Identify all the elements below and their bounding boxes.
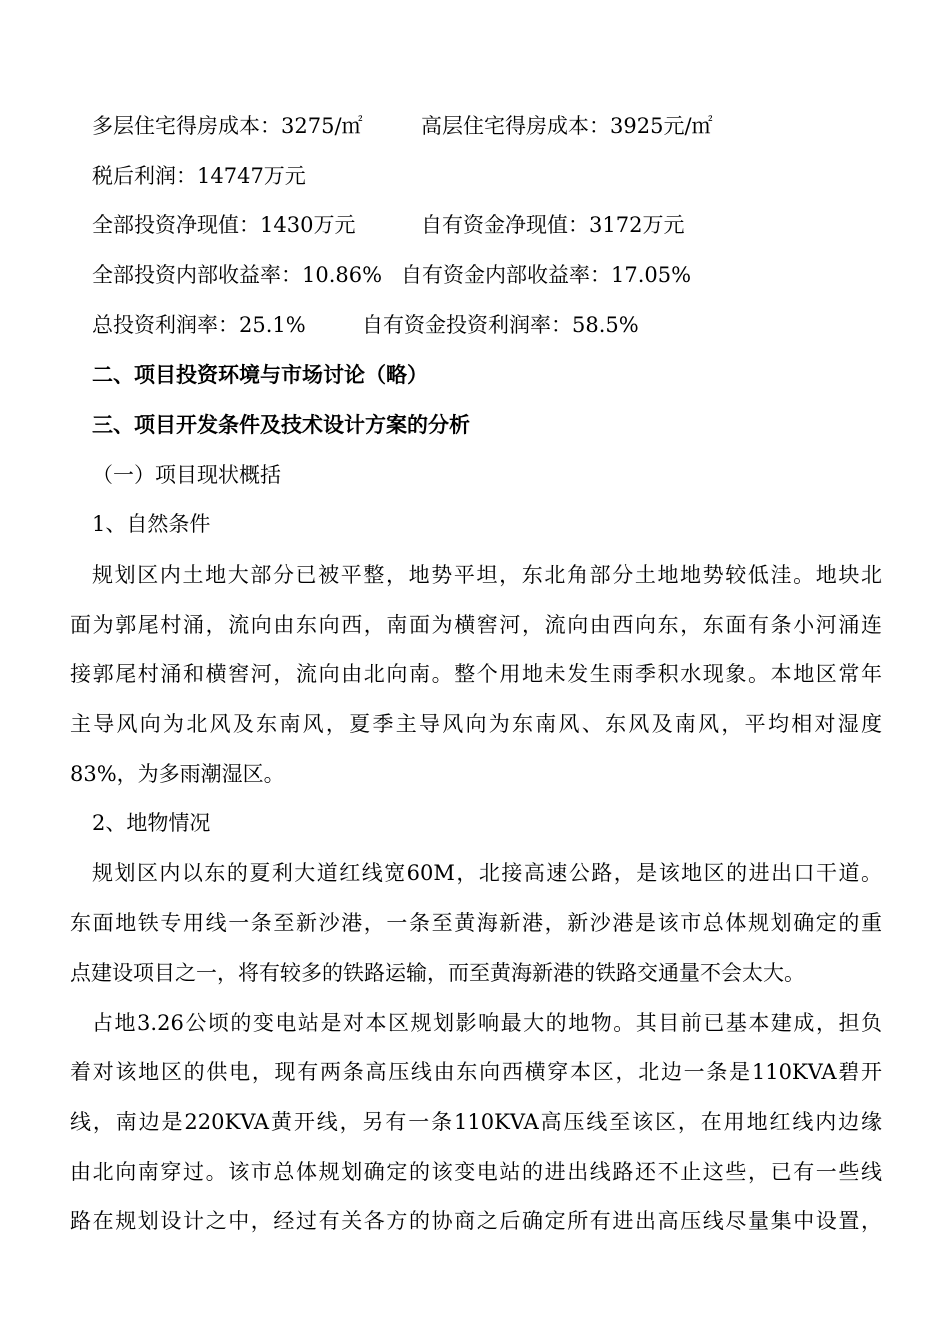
paragraph-substation-line: 线，南边是220KVA黄开线，另有一条110KVA高压线至该区，在用地红线内边缘 (70, 1110, 882, 1134)
summary-multi-storey-cost: 多层住宅得房成本：3275/㎡ (92, 114, 363, 138)
summary-after-tax-profit: 税后利润：14747万元 (92, 164, 306, 188)
paragraph-natural-line: 83%，为多雨潮湿区。 (70, 762, 285, 786)
paragraph-substation-line: 占地3.26公顷的变电站是对本区规划影响最大的地物。其目前已基本建成，担负 (92, 1011, 882, 1035)
summary-total-irr: 全部投资内部收益率：10.86% (92, 263, 383, 287)
paragraph-features-line: 规划区内以东的夏利大道红线宽60M，北接高速公路，是该地区的进出口干道。 (92, 861, 882, 885)
item-heading-ground-features: 2、地物情况 (92, 811, 211, 835)
summary-total-roi: 总投资利润率：25.1% (92, 313, 306, 337)
summary-own-capital-irr: 自有资金内部收益率：17.05% (401, 263, 692, 287)
paragraph-features-line: 东面地铁专用线一条至新沙港，一条至黄海新港，新沙港是该市总体规划确定的重 (70, 911, 882, 935)
section-heading-development-conditions: 三、项目开发条件及技术设计方案的分析 (92, 412, 470, 437)
paragraph-substation-line: 着对该地区的供电，现有两条高压线由东向西横穿本区，北边一条是110KVA碧开 (70, 1060, 882, 1084)
paragraph-substation-line: 路在规划设计之中，经过有关各方的协商之后确定所有进出高压线尽量集中设置， (70, 1209, 882, 1233)
summary-high-rise-cost: 高层住宅得房成本：3925元/㎡ (421, 114, 713, 138)
summary-own-capital-roi: 自有资金投资利润率：58.5% (362, 313, 639, 337)
item-heading-natural-conditions: 1、自然条件 (92, 512, 211, 536)
section-heading-investment-environment: 二、项目投资环境与市场讨论（略） (92, 362, 428, 387)
subsection-heading-current-status: （一）项目现状概括 (92, 463, 281, 487)
paragraph-natural-line: 面为郭尾村涌，流向由东向西，南面为横窖河，流向由西向东，东面有条小河涌连 (70, 613, 882, 637)
summary-own-capital-npv: 自有资金净现值：3172万元 (421, 213, 685, 237)
summary-total-npv: 全部投资净现值：1430万元 (92, 213, 356, 237)
paragraph-substation-line: 由北向南穿过。该市总体规划确定的该变电站的进出线路还不止这些，已有一些线 (70, 1160, 882, 1184)
paragraph-features-line: 点建设项目之一，将有较多的铁路运输，而至黄海新港的铁路交通量不会太大。 (70, 961, 805, 985)
paragraph-natural-line: 接郭尾村涌和横窖河，流向由北向南。整个用地未发生雨季积水现象。本地区常年 (70, 662, 882, 686)
paragraph-natural-line: 规划区内土地大部分已被平整，地势平坦，东北角部分土地地势较低洼。地块北 (92, 563, 882, 587)
paragraph-natural-line: 主导风向为北风及东南风，夏季主导风向为东南风、东风及南风，平均相对湿度 (70, 712, 882, 736)
